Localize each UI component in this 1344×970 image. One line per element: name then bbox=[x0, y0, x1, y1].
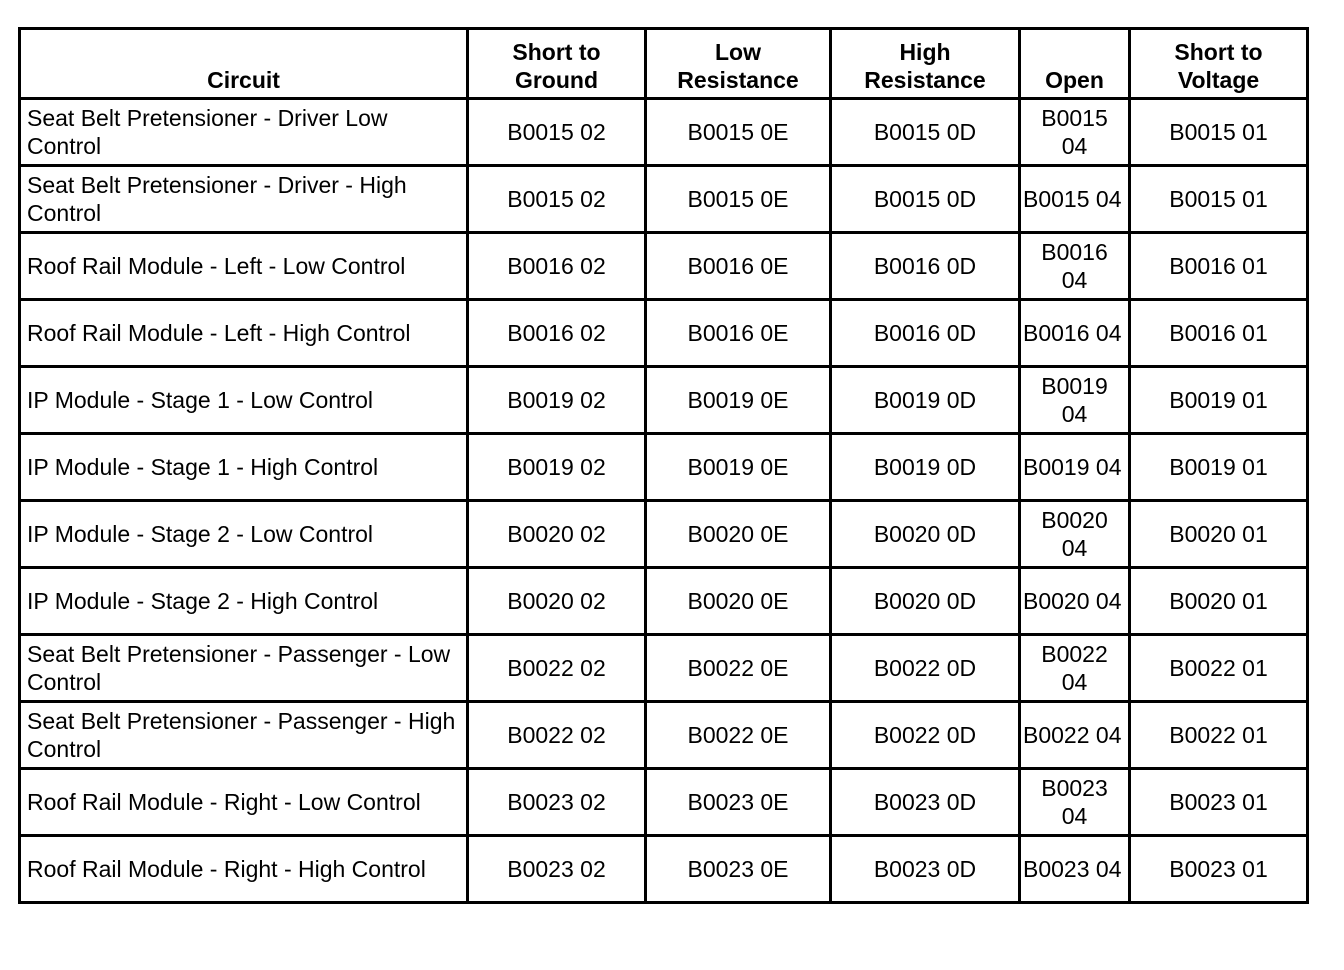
short-to-ground-cell: B0015 02 bbox=[468, 166, 646, 233]
header-low-resistance-line1: Low bbox=[715, 39, 761, 65]
open-cell: B0016 04 bbox=[1020, 300, 1130, 367]
short-to-ground-cell: B0016 02 bbox=[468, 233, 646, 300]
open-cell: B0015 04 bbox=[1020, 99, 1130, 166]
low-resistance-cell: B0023 0E bbox=[646, 836, 831, 903]
low-resistance-cell: B0022 0E bbox=[646, 635, 831, 702]
table-row bbox=[20, 702, 1308, 769]
short-to-ground-cell: B0015 02 bbox=[468, 99, 646, 166]
low-resistance-cell: B0020 0E bbox=[646, 501, 831, 568]
header-circuit-line2: Circuit bbox=[207, 67, 280, 93]
short-to-ground-cell: B0020 02 bbox=[468, 568, 646, 635]
high-resistance-cell: B0023 0D bbox=[831, 836, 1020, 903]
circuit-cell: Roof Rail Module - Right - High Control bbox=[20, 836, 468, 903]
open-cell: B0019 04 bbox=[1020, 434, 1130, 501]
table-row bbox=[20, 99, 1308, 166]
short-to-ground-cell: B0022 02 bbox=[468, 635, 646, 702]
high-resistance-cell: B0023 0D bbox=[831, 769, 1020, 836]
open-cell: B0022 04 bbox=[1020, 635, 1130, 702]
open-cell: B0020 04 bbox=[1020, 501, 1130, 568]
open-cell: B0023 04 bbox=[1020, 769, 1130, 836]
header-low-resistance bbox=[646, 29, 831, 99]
header-short-to-ground-line2: Ground bbox=[514, 67, 599, 93]
table-row bbox=[20, 233, 1308, 300]
short-to-voltage-cell: B0019 01 bbox=[1130, 434, 1308, 501]
high-resistance-cell: B0015 0D bbox=[831, 99, 1020, 166]
low-resistance-cell: B0020 0E bbox=[646, 568, 831, 635]
table-row bbox=[20, 635, 1308, 702]
low-resistance-cell: B0016 0E bbox=[646, 233, 831, 300]
short-to-voltage-cell: B0016 01 bbox=[1130, 300, 1308, 367]
circuit-cell: IP Module - Stage 2 - High Control bbox=[20, 568, 468, 635]
short-to-voltage-cell: B0015 01 bbox=[1130, 166, 1308, 233]
short-to-ground-cell: B0019 02 bbox=[468, 434, 646, 501]
header-short-to-voltage-line2: Voltage bbox=[1177, 67, 1260, 93]
low-resistance-cell: B0019 0E bbox=[646, 367, 831, 434]
short-to-voltage-cell: B0015 01 bbox=[1130, 99, 1308, 166]
high-resistance-cell: B0016 0D bbox=[831, 300, 1020, 367]
circuit-cell: Seat Belt Pretensioner - Driver - High Control bbox=[20, 166, 468, 233]
header-short-to-voltage-line1: Short to bbox=[1174, 39, 1263, 65]
header-row bbox=[20, 29, 1308, 99]
short-to-voltage-cell: B0023 01 bbox=[1130, 836, 1308, 903]
open-cell: B0023 04 bbox=[1020, 836, 1130, 903]
dtc-table bbox=[18, 27, 1309, 904]
short-to-ground-cell: B0023 02 bbox=[468, 769, 646, 836]
high-resistance-cell: B0015 0D bbox=[831, 166, 1020, 233]
short-to-voltage-cell: B0020 01 bbox=[1130, 568, 1308, 635]
high-resistance-cell: B0019 0D bbox=[831, 367, 1020, 434]
short-to-voltage-cell: B0019 01 bbox=[1130, 367, 1308, 434]
table-row bbox=[20, 568, 1308, 635]
table-row bbox=[20, 434, 1308, 501]
high-resistance-cell: B0020 0D bbox=[831, 501, 1020, 568]
header-high-resistance-line1: High bbox=[899, 39, 951, 65]
high-resistance-cell: B0020 0D bbox=[831, 568, 1020, 635]
circuit-cell: IP Module - Stage 2 - Low Control bbox=[20, 501, 468, 568]
high-resistance-cell: B0022 0D bbox=[831, 702, 1020, 769]
table-row bbox=[20, 166, 1308, 233]
high-resistance-cell: B0019 0D bbox=[831, 434, 1020, 501]
short-to-ground-cell: B0023 02 bbox=[468, 836, 646, 903]
short-to-ground-cell: B0019 02 bbox=[468, 367, 646, 434]
circuit-cell: Seat Belt Pretensioner - Driver Low Control bbox=[20, 99, 468, 166]
short-to-ground-cell: B0016 02 bbox=[468, 300, 646, 367]
low-resistance-cell: B0016 0E bbox=[646, 300, 831, 367]
open-cell: B0016 04 bbox=[1020, 233, 1130, 300]
short-to-voltage-cell: B0016 01 bbox=[1130, 233, 1308, 300]
open-cell: B0019 04 bbox=[1020, 367, 1130, 434]
circuit-cell: IP Module - Stage 1 - High Control bbox=[20, 434, 468, 501]
circuit-cell: Roof Rail Module - Left - High Control bbox=[20, 300, 468, 367]
low-resistance-cell: B0015 0E bbox=[646, 99, 831, 166]
short-to-voltage-cell: B0022 01 bbox=[1130, 635, 1308, 702]
table-row bbox=[20, 300, 1308, 367]
header-high-resistance-line2: Resistance bbox=[864, 67, 986, 93]
header-short-to-ground-line1: Short to bbox=[512, 39, 601, 65]
short-to-voltage-cell: B0023 01 bbox=[1130, 769, 1308, 836]
open-cell: B0015 04 bbox=[1020, 166, 1130, 233]
header-open bbox=[1020, 29, 1130, 99]
circuit-cell: Seat Belt Pretensioner - Passenger - Low Control bbox=[20, 635, 468, 702]
low-resistance-cell: B0015 0E bbox=[646, 166, 831, 233]
table-row bbox=[20, 836, 1308, 903]
header-low-resistance-line2: Resistance bbox=[677, 67, 799, 93]
short-to-ground-cell: B0022 02 bbox=[468, 702, 646, 769]
circuit-cell: Roof Rail Module - Right - Low Control bbox=[20, 769, 468, 836]
header-open-line2: Open bbox=[1045, 67, 1104, 93]
short-to-ground-cell: B0020 02 bbox=[468, 501, 646, 568]
low-resistance-cell: B0023 0E bbox=[646, 769, 831, 836]
header-high-resistance bbox=[831, 29, 1020, 99]
table-row bbox=[20, 769, 1308, 836]
open-cell: B0022 04 bbox=[1020, 702, 1130, 769]
open-cell: B0020 04 bbox=[1020, 568, 1130, 635]
circuit-cell: Roof Rail Module - Left - Low Control bbox=[20, 233, 468, 300]
circuit-cell: IP Module - Stage 1 - Low Control bbox=[20, 367, 468, 434]
table-row bbox=[20, 367, 1308, 434]
short-to-voltage-cell: B0022 01 bbox=[1130, 702, 1308, 769]
high-resistance-cell: B0022 0D bbox=[831, 635, 1020, 702]
low-resistance-cell: B0022 0E bbox=[646, 702, 831, 769]
low-resistance-cell: B0019 0E bbox=[646, 434, 831, 501]
short-to-voltage-cell: B0020 01 bbox=[1130, 501, 1308, 568]
header-circuit bbox=[20, 29, 468, 99]
header-short-to-ground bbox=[468, 29, 646, 99]
table-row bbox=[20, 501, 1308, 568]
high-resistance-cell: B0016 0D bbox=[831, 233, 1020, 300]
header-short-to-voltage bbox=[1130, 29, 1308, 99]
circuit-cell: Seat Belt Pretensioner - Passenger - High Control bbox=[20, 702, 468, 769]
